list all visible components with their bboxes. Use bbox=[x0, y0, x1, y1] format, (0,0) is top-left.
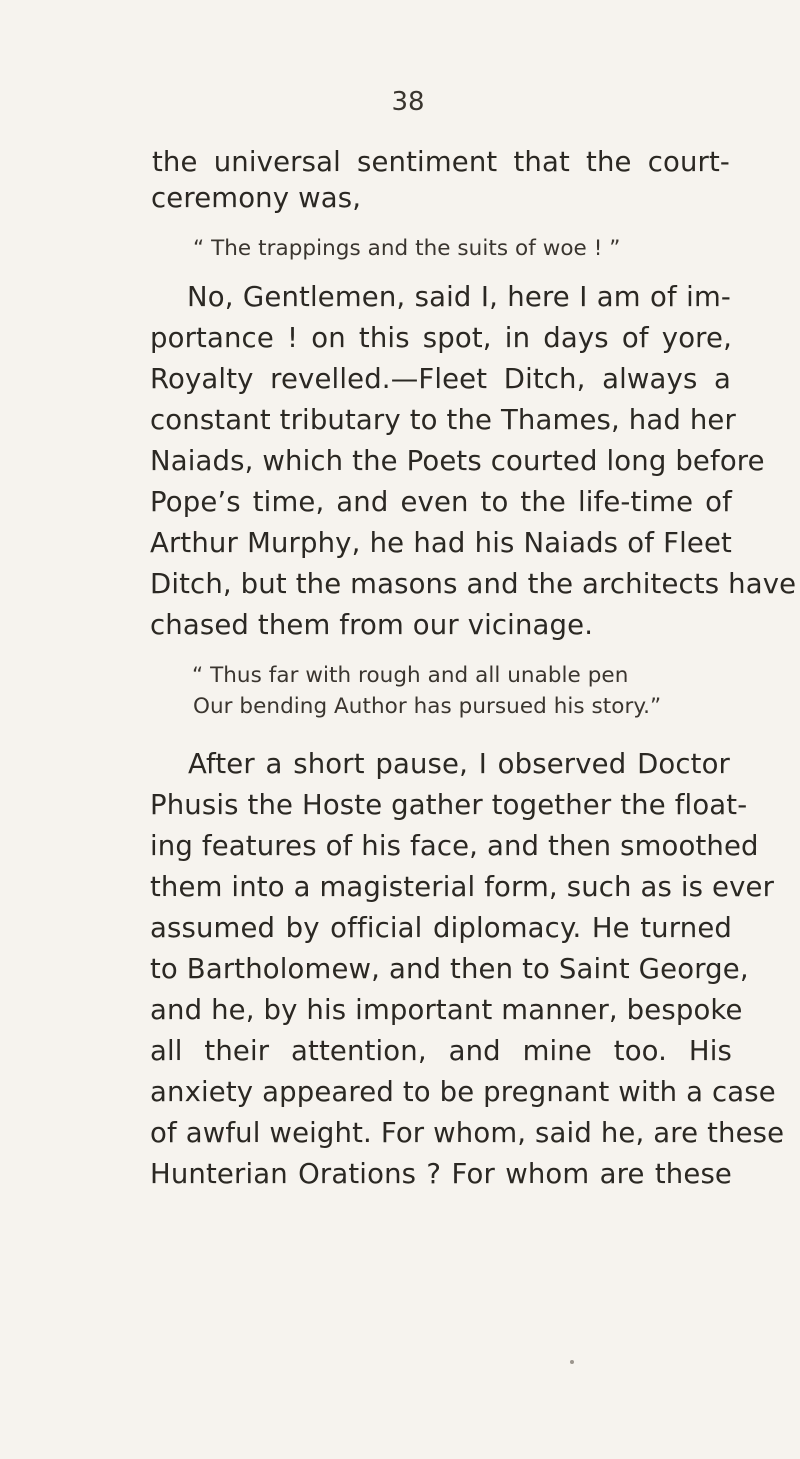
text-line: Arthur Murphy, he had his Naiads of Fleet bbox=[150, 527, 732, 559]
text-line: them into a magisterial form, such as is ever bbox=[150, 871, 775, 903]
text-line: the universal sentiment that the court- bbox=[152, 146, 730, 178]
text-line: portance ! on this spot, in days of yore, bbox=[150, 322, 732, 354]
text-line: and he, by his important manner, bespoke bbox=[150, 994, 743, 1026]
text-line: Ditch, but the masons and the architects have bbox=[150, 568, 797, 600]
text-line: anxiety appeared to be pregnant with a case bbox=[150, 1076, 776, 1108]
text-line: Naiads, which the Poets courted long before bbox=[150, 445, 765, 477]
text-line: of awful weight. For whom, said he, are these bbox=[150, 1117, 785, 1149]
quotation-line: Our bending Author has pursued his story.” bbox=[193, 694, 662, 719]
text-line: to Bartholomew, and then to Saint George, bbox=[150, 953, 749, 985]
text-line: Hunterian Orations ? For whom are these bbox=[150, 1158, 732, 1190]
quotation-line: “ The trappings and the suits of woe ! ” bbox=[193, 236, 621, 261]
text-line: After a short pause, I observed Doctor bbox=[188, 748, 730, 780]
text-line: ceremony was, bbox=[151, 182, 362, 214]
text-line: Pope’s time, and even to the life-time of bbox=[150, 486, 732, 518]
text-line: all their attention, and mine too. His bbox=[150, 1035, 732, 1067]
page-number: 38 bbox=[391, 87, 425, 117]
paper-speck bbox=[570, 1360, 574, 1364]
text-line: Phusis the Hoste gather together the float- bbox=[150, 789, 748, 821]
text-line: No, Gentlemen, said I, here I am of im- bbox=[187, 281, 731, 313]
text-line: assumed by official diplomacy. He turned bbox=[150, 912, 732, 944]
text-line: Royalty revelled.—Fleet Ditch, always a bbox=[150, 363, 731, 395]
text-line: constant tributary to the Thames, had her bbox=[150, 404, 736, 436]
quotation-line: “ Thus far with rough and all unable pen bbox=[192, 663, 629, 688]
text-line: chased them from our vicinage. bbox=[150, 609, 594, 641]
text-line: ing features of his face, and then smoothed bbox=[150, 830, 759, 862]
